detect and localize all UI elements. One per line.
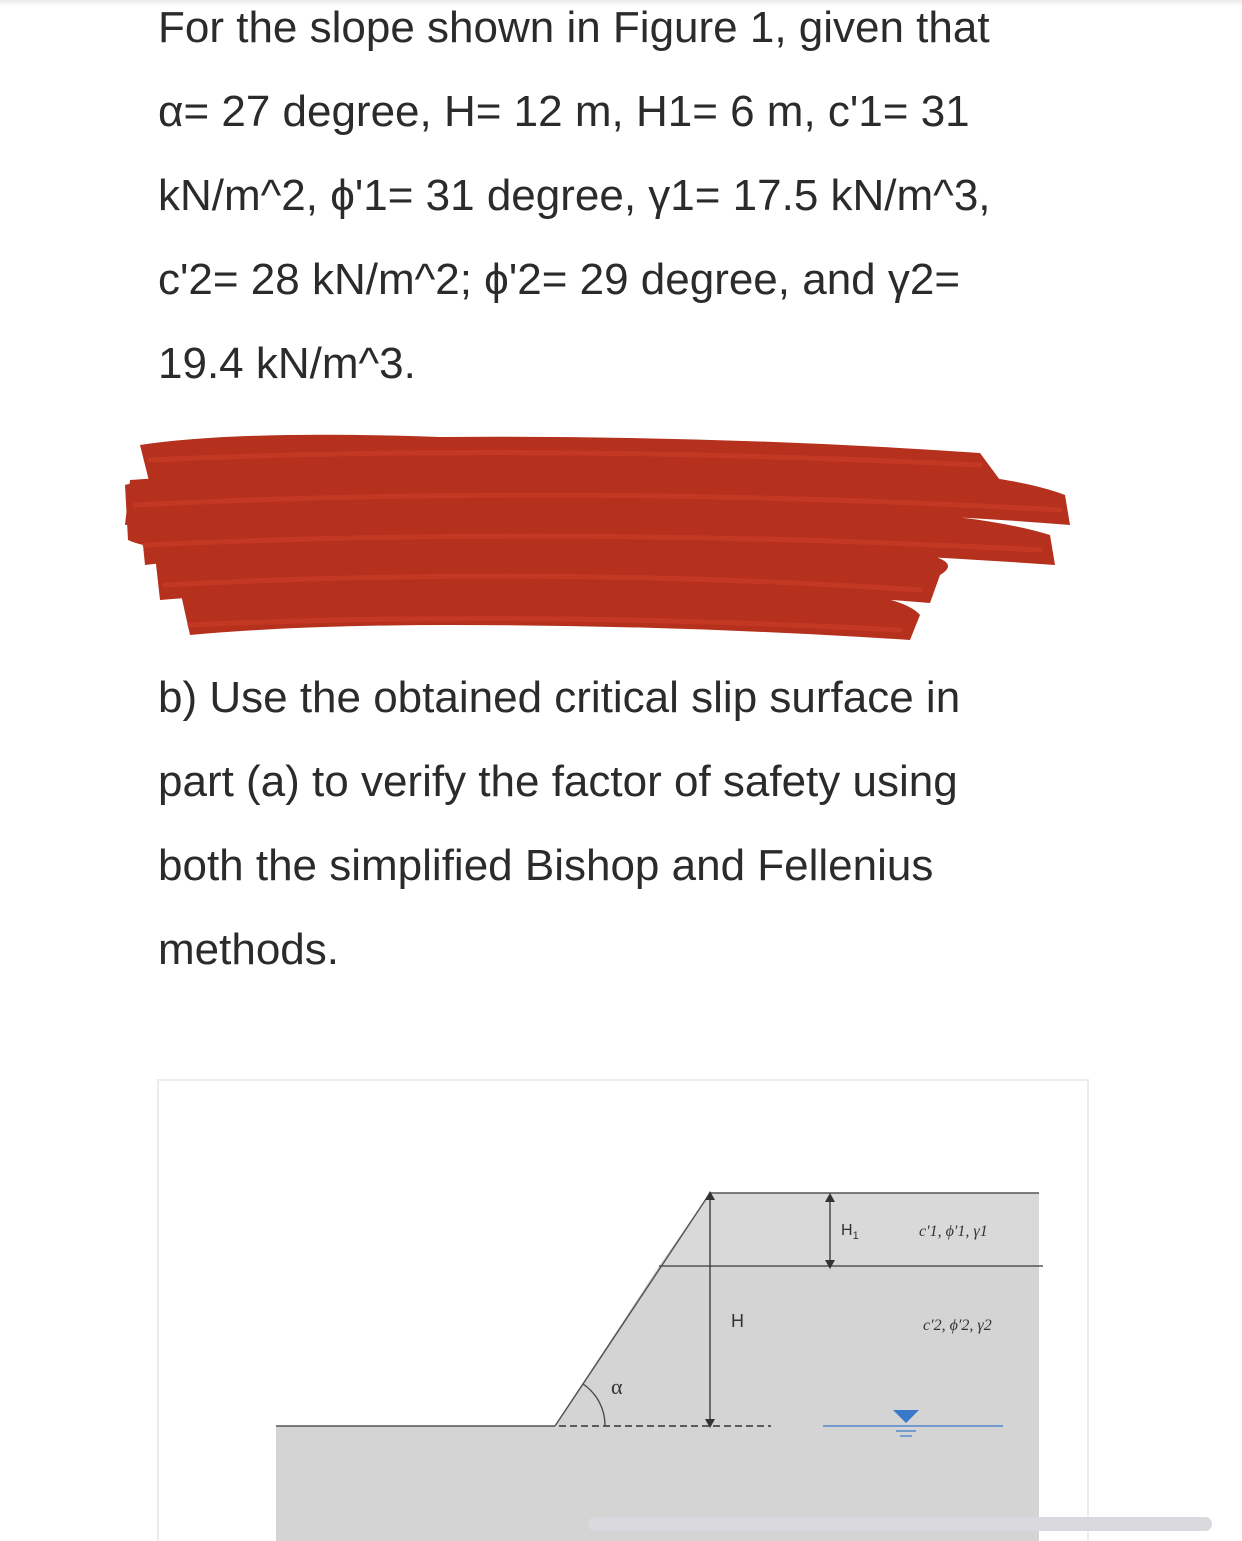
part-b-line: b) Use the obtained critical slip surface in xyxy=(158,673,961,722)
problem-line: c'2= 28 kN/m^2; ϕ'2= 29 degree, and γ2= xyxy=(158,255,961,304)
figure-1 xyxy=(157,1079,1089,1541)
problem-line: α= 27 degree, H= 12 m, H1= 6 m, c'1= 31 xyxy=(158,87,970,136)
scroll-indicator-bar[interactable] xyxy=(588,1517,1212,1531)
problem-line: For the slope shown in Figure 1, given that xyxy=(158,3,990,52)
h1-label: $H_1$ xyxy=(841,1222,859,1242)
soil-layer-lower xyxy=(276,1266,1039,1541)
part-b-line: part (a) to verify the factor of safety using xyxy=(158,757,958,806)
layer2-properties: c′2, ϕ′2, γ2 xyxy=(923,1317,992,1334)
problem-statement xyxy=(158,0,991,406)
height-label: H xyxy=(731,1311,744,1331)
part-b-line: methods. xyxy=(158,925,339,974)
layer1-properties: c′1, ϕ′1, γ1 xyxy=(919,1223,988,1240)
problem-line: 19.4 kN/m^3. xyxy=(158,339,416,388)
part-b-statement xyxy=(158,656,960,992)
redaction-scribble xyxy=(120,425,1080,650)
problem-line: kN/m^2, ϕ'1= 31 degree, γ1= 17.5 kN/m^3, xyxy=(158,171,991,220)
slope-angle-label: α xyxy=(611,1374,623,1399)
part-b-line: both the simplified Bishop and Fellenius xyxy=(158,841,934,890)
slope-diagram xyxy=(159,1081,1087,1541)
